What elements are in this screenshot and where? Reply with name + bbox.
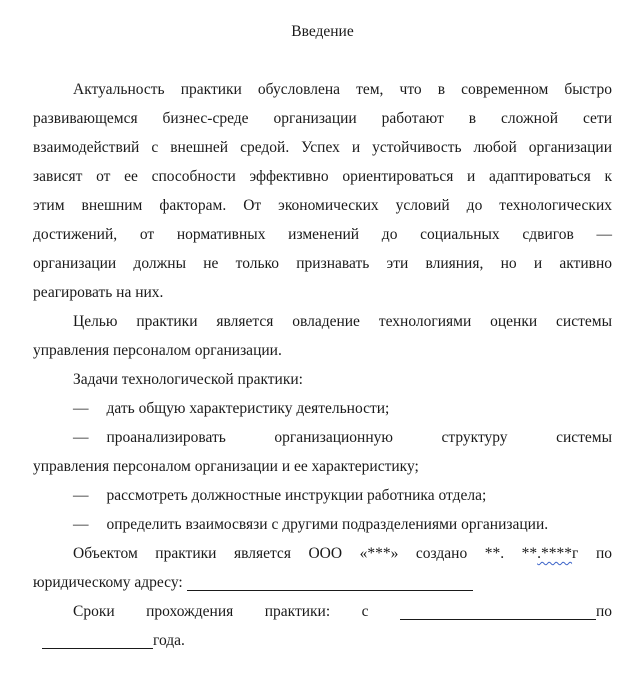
paragraph-line: этим внешним факторам. От экономических условий до технологических [33, 197, 612, 214]
list-item-text: определить взаимосвязи с другими подразделениями организации. [106, 516, 549, 533]
paragraph-text: Объектом практики является ООО «***» создано **. [73, 545, 505, 562]
paragraph-line: достижений, от нормативных изменений до социальных сдвигов — [33, 226, 612, 243]
list-item [33, 394, 612, 423]
paragraph-line: реагировать на них. [33, 284, 164, 301]
list-item-text: дать общую характеристику деятельности; [106, 400, 390, 417]
paragraph-text: юридическому адресу: [33, 574, 183, 591]
paragraph-line [33, 597, 612, 626]
paragraph-text: г по [572, 545, 612, 562]
spellcheck-squiggle-text: .**** [537, 545, 573, 562]
paragraph-line: Задачи технологической практики: [73, 371, 303, 388]
paragraph-text: года. [153, 632, 185, 649]
paragraph-line [33, 539, 612, 568]
paragraph-text: Сроки прохождения практики: с [73, 603, 369, 620]
paragraph-line: развивающемся бизнес-среде организации работают в сложной сети [33, 110, 612, 127]
list-item [33, 510, 612, 539]
paragraph-line: управления персоналом организации. [33, 342, 282, 359]
fill-in-blank-date-from [400, 619, 596, 620]
list-item-text: проанализировать организационную структуру системы [106, 429, 612, 446]
list-item-continuation: управления персоналом организации и ее характеристику; [33, 458, 419, 475]
paragraph-line: Актуальность практики обусловлена тем, что в современном быстро [73, 81, 612, 98]
blank-line [33, 46, 612, 75]
list-item [33, 423, 612, 452]
paragraph-line [33, 626, 612, 655]
paragraph-text: ** [521, 545, 538, 562]
fill-in-blank-address [187, 590, 473, 591]
paragraph-line: взаимодействий с внешней средой. Успех и устойчивость любой организации [33, 139, 612, 156]
list-item-text: рассмотреть должностные инструкции работника отдела; [106, 487, 487, 504]
list-dash-marker: — [73, 516, 89, 533]
paragraph-line [33, 568, 612, 597]
paragraph-text: по [595, 603, 613, 620]
page-title: Введение [291, 23, 354, 40]
fill-in-blank-date-to [42, 648, 153, 649]
list-dash-marker: — [73, 400, 89, 417]
list-item [33, 481, 612, 510]
paragraph-line: организации должны не только признавать эти влияния, но и активно [33, 255, 612, 272]
paragraph-line: Целью практики является овладение технологиями оценки системы [73, 313, 612, 330]
paragraph-line: зависят от ее способности эффективно ориентироваться и адаптироваться к [33, 168, 612, 185]
list-dash-marker: — [73, 429, 89, 446]
list-dash-marker: — [73, 487, 89, 504]
